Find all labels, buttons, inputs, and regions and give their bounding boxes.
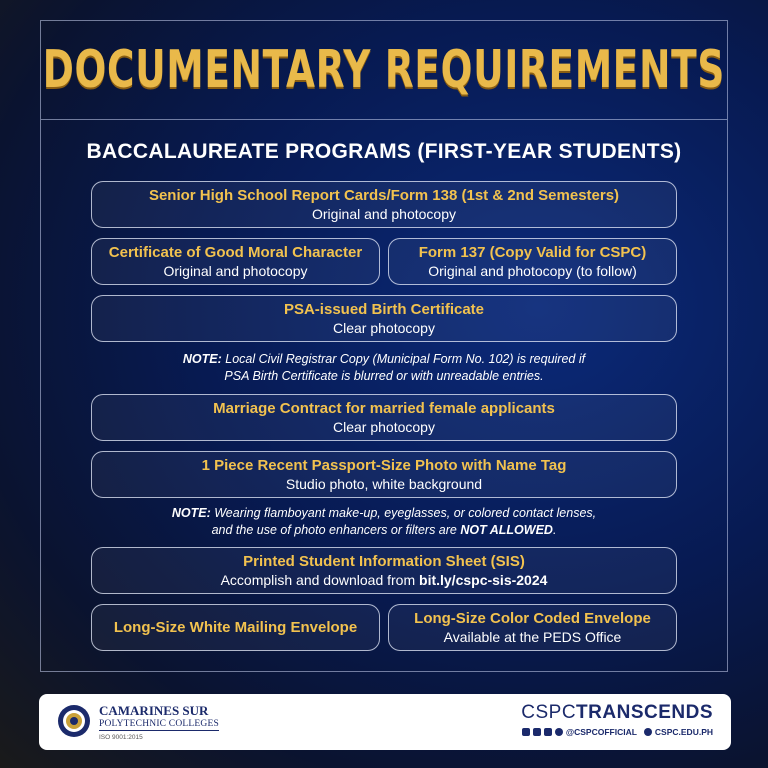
note-emphasis: NOT ALLOWED	[460, 523, 553, 537]
card-heading: Long-Size White Mailing Envelope	[113, 619, 358, 636]
page-title: DOCUMENTARY REQUIREMENTS	[42, 40, 726, 100]
card-heading: Marriage Contract for married female applicants	[213, 400, 555, 417]
brand-bold: TRANSCENDS	[576, 702, 713, 723]
instagram-icon[interactable]	[555, 728, 563, 736]
card-form137	[388, 238, 677, 285]
brand-tagline	[521, 702, 713, 724]
card-color-envelope	[388, 604, 677, 651]
college-name-line2: POLYTECHNIC COLLEGES	[99, 719, 219, 729]
footer-bar	[39, 694, 731, 750]
card-passport-photo	[91, 451, 677, 498]
card-heading: Printed Student Information Sheet (SIS)	[243, 553, 525, 570]
section-subtitle: BACCALAUREATE PROGRAMS (FIRST-YEAR STUDENTS)	[86, 140, 682, 163]
card-subtext: Original and photocopy (to follow)	[428, 263, 637, 279]
college-name-line1: CAMARINES SUR	[99, 703, 209, 718]
card-student-info-sheet	[91, 547, 677, 594]
note-label: NOTE:	[171, 506, 211, 520]
card-subtext: Available at the PEDS Office	[443, 629, 622, 645]
card-subtext: Clear photocopy	[333, 419, 435, 435]
card-heading: Certificate of Good Moral Character	[108, 244, 363, 261]
note-text: PSA Birth Certificate is blurred or with unreadable entries.	[224, 369, 544, 383]
sis-link[interactable]: bit.ly/cspc-sis-2024	[419, 572, 548, 588]
card-heading: Form 137 (Copy Valid for CSPC)	[418, 244, 647, 261]
card-report-cards	[91, 181, 677, 228]
note-photo	[0, 505, 768, 539]
card-marriage-contract	[91, 394, 677, 441]
note-text: .	[552, 523, 557, 537]
card-heading: Senior High School Report Cards/Form 138 (1st & 2nd Semesters)	[148, 187, 620, 204]
note-label: NOTE:	[182, 352, 222, 366]
youtube-icon[interactable]	[544, 728, 552, 736]
brand-light: CSPC	[521, 702, 577, 723]
card-heading: Long-Size Color Coded Envelope	[414, 610, 651, 627]
iso-certification: ISO 9001:2015	[99, 734, 143, 741]
card-heading: 1 Piece Recent Passport-Size Photo with Name Tag	[201, 457, 567, 474]
social-links	[522, 727, 713, 737]
note-psa	[0, 351, 768, 385]
card-subtext: Clear photocopy	[333, 320, 435, 336]
card-white-envelope	[91, 604, 380, 651]
note-text: Wearing flamboyant make-up, eyeglasses, or colored contact lenses,	[210, 506, 597, 520]
card-subtext: Studio photo, white background	[285, 476, 483, 492]
facebook-icon[interactable]	[522, 728, 530, 736]
note-text: and the use of photo enhancers or filters are	[211, 523, 461, 537]
card-good-moral	[91, 238, 380, 285]
website-link[interactable]: CSPC.EDU.PH	[654, 727, 713, 737]
card-heading: PSA-issued Birth Certificate	[283, 301, 485, 318]
card-subtext: Original and photocopy	[163, 263, 308, 279]
x-icon[interactable]	[533, 728, 541, 736]
card-psa-birth-certificate	[91, 295, 677, 342]
card-subtext: Accomplish and download from	[220, 572, 420, 588]
title-band	[41, 21, 727, 120]
card-subtext: Original and photocopy	[312, 206, 456, 222]
social-handle[interactable]: @CSPCOFFICIAL	[565, 727, 637, 737]
college-seal-icon	[57, 704, 91, 738]
globe-icon	[644, 728, 652, 736]
note-text: Local Civil Registrar Copy (Municipal Form No. 102) is required if	[221, 352, 586, 366]
